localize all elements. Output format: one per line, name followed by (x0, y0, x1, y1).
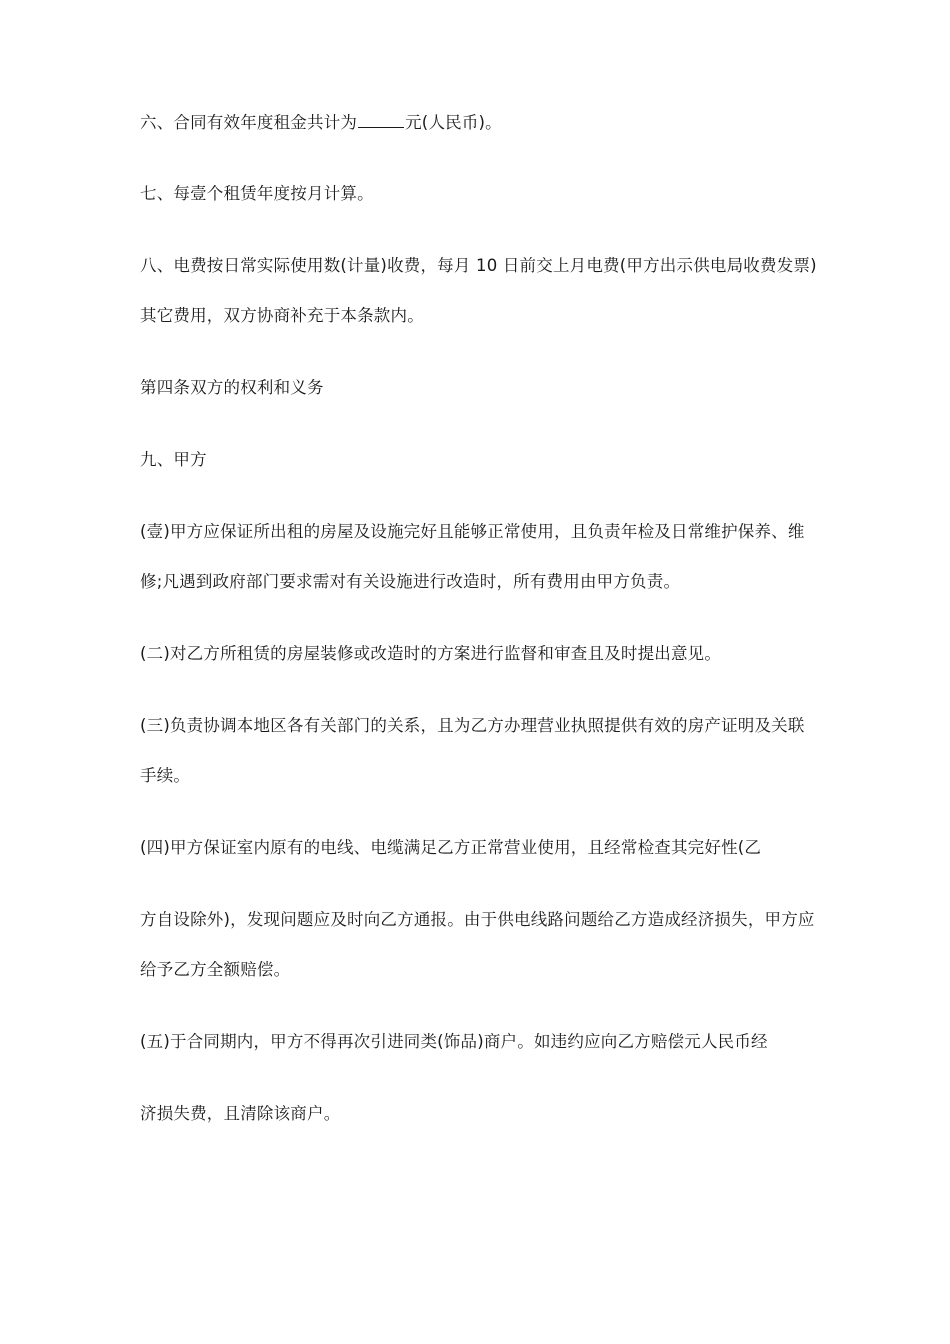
item-2: (二)对乙方所租赁的房屋装修或改造时的方案进行监督和审查且及时提出意见。 (140, 644, 722, 663)
item-3-line-1: (三)负责协调本地区各有关部门的关系，且为乙方办理营业执照提供有效的房产证明及关联 (140, 716, 805, 735)
clause-9-heading: 九、甲方 (140, 450, 207, 469)
item-1-line-2: 修;凡遇到政府部门要求需对有关设施进行改造时，所有费用由甲方负责。 (140, 572, 681, 591)
item-4-line-1: (四)甲方保证室内原有的电线、电缆满足乙方正常营业使用，且经常检查其完好性(乙 (140, 838, 762, 857)
clause-7-monthly: 七、每壹个租赁年度按月计算。 (140, 184, 374, 203)
item-4-line-2: 方自设除外)，发现问题应及时向乙方通报。由于供电线路问题给乙方造成经济损失，甲方应 (140, 910, 815, 929)
clause-6-rent-total (140, 111, 502, 134)
item-5-line-2: 济损失费，且清除该商户。 (140, 1104, 341, 1123)
item-4-line-3: 给予乙方全额赔偿。 (140, 960, 291, 979)
section-4-heading: 第四条双方的权利和义务 (140, 378, 324, 397)
item-1-line-1: (壹)甲方应保证所出租的房屋及设施完好且能够正常使用，且负责年检及日常维护保养、维 (140, 522, 805, 541)
item-3-line-2: 手续。 (140, 766, 191, 785)
clause-8-electricity-line-2: 其它费用，双方协商补充于本条款内。 (140, 306, 424, 325)
clause-6-text-after-blank: 元(人民币)。 (405, 113, 502, 132)
clause-8-electricity-line-1: 八、电费按日常实际使用数(计量)收费，每月 10 日前交上月电费(甲方出示供电局收费发票) (140, 256, 817, 275)
rent-amount-blank (358, 111, 404, 128)
item-5-line-1: (五)于合同期内，甲方不得再次引进同类(饰品)商户。如违约应向乙方赔偿元人民币经 (140, 1032, 768, 1051)
clause-6-text-before-blank: 六、合同有效年度租金共计为 (140, 113, 358, 132)
